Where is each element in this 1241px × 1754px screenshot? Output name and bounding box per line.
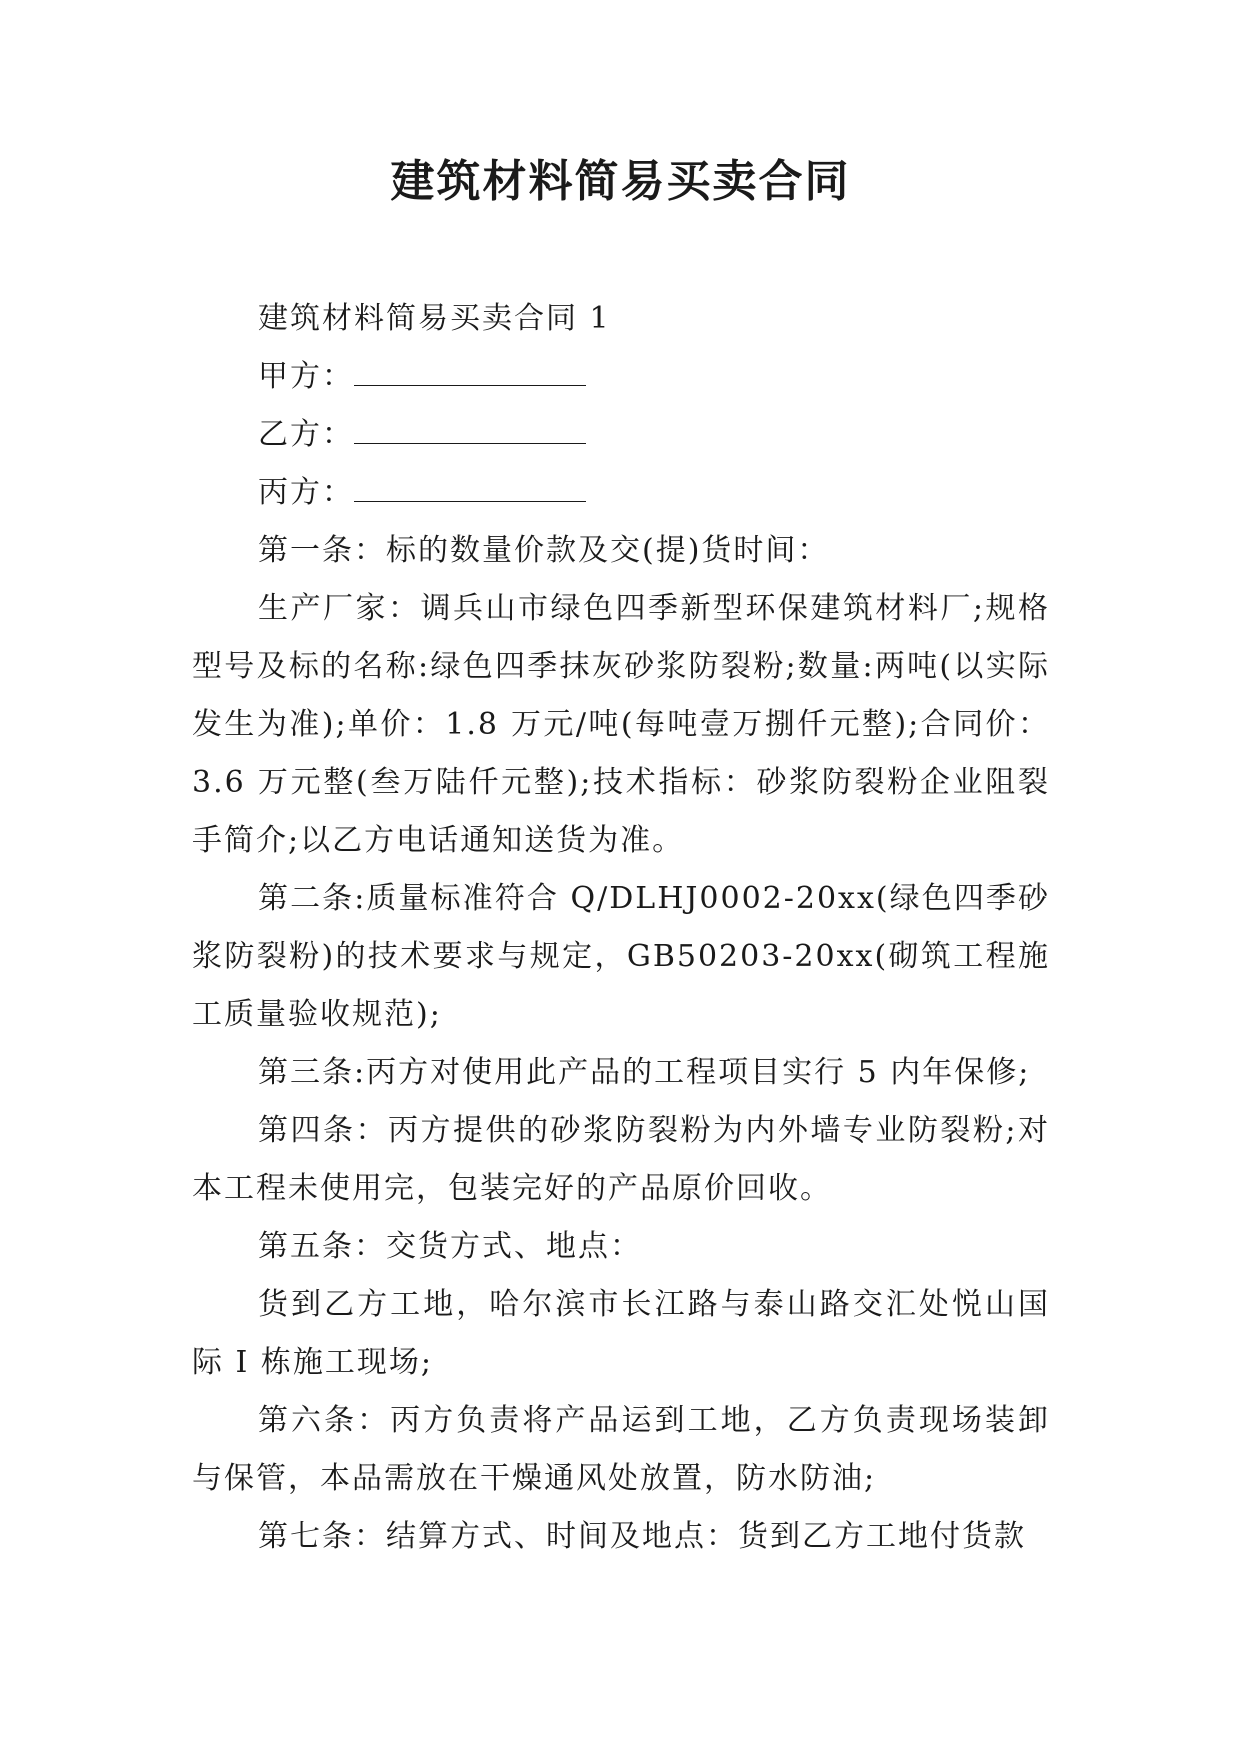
party-a-line [192, 348, 1050, 406]
party-c-label: 丙方： [258, 475, 354, 510]
party-c-line [192, 464, 1050, 522]
clause-5-details: 货到乙方工地，哈尔滨市长江路与泰山路交汇处悦山国际 I 栋施工现场; [192, 1287, 1050, 1380]
document-title: 建筑材料简易买卖合同 [390, 156, 851, 207]
clause-4: 第四条：丙方提供的砂浆防裂粉为内外墙专业防裂粉;对本工程未使用完，包装完好的产品原价回收。 [192, 1113, 1050, 1206]
document-subtitle: 建筑材料简易买卖合同 1 [258, 301, 611, 336]
document-body [192, 290, 1050, 1566]
clause-5: 第五条：交货方式、地点： [258, 1229, 642, 1264]
clause-7: 第七条：结算方式、时间及地点：货到乙方工地付货款 [258, 1519, 1026, 1554]
clause-1-details: 生产厂家：调兵山市绿色四季新型环保建筑材料厂;规格型号及标的名称:绿色四季抹灰砂浆防裂粉;数量:两吨(以实际发生为准);单价：1.8 万元/吨(每吨壹万捌仟元整);合同价：3.6 万元整(叁万陆仟元整);技术指标：砂浆防裂粉企业阻裂手简介;以乙方电话通知送货为准。 [192, 591, 1050, 858]
clause-1: 第一条：标的数量价款及交(提)货时间： [258, 533, 830, 568]
clause-2: 第二条:质量标准符合 Q/DLHJ0002-20xx(绿色四季砂浆防裂粉)的技术要求与规定，GB50203-20xx(砌筑工程施工质量验收规范); [192, 881, 1050, 1032]
party-a-label: 甲方： [258, 359, 354, 394]
party-c-blank [354, 479, 586, 502]
clause-3: 第三条:丙方对使用此产品的工程项目实行 5 内年保修; [258, 1055, 1031, 1090]
party-b-line [192, 406, 1050, 464]
party-a-blank [354, 363, 586, 386]
party-b-blank [354, 421, 586, 444]
party-b-label: 乙方： [258, 417, 354, 452]
clause-6: 第六条：丙方负责将产品运到工地，乙方负责现场装卸与保管，本品需放在干燥通风处放置，防水防油; [192, 1403, 1050, 1496]
